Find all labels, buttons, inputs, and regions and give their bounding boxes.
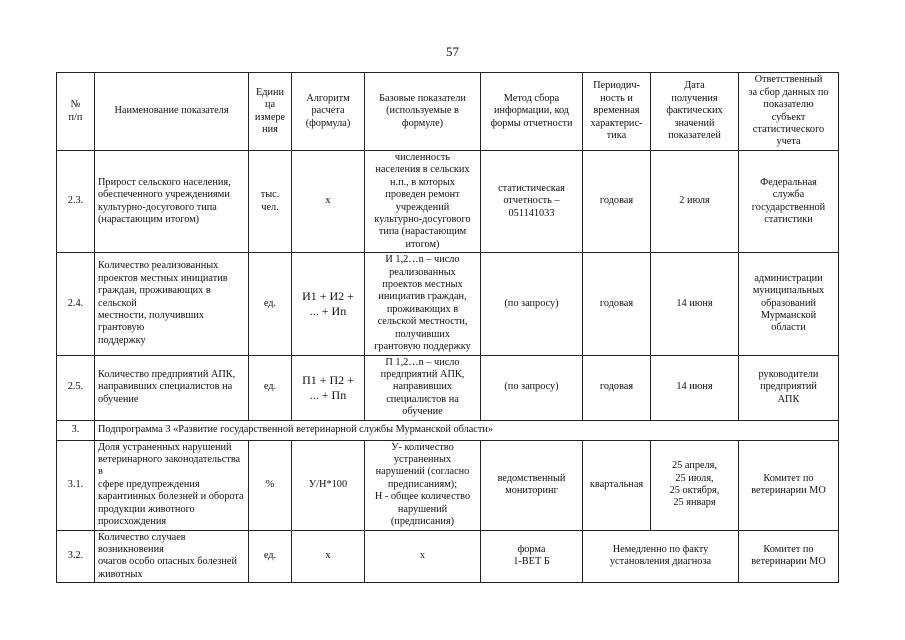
row-period: годовая [583, 151, 651, 253]
header-unit: Едини ца измере ния [249, 73, 292, 151]
row-unit: % [249, 440, 292, 530]
header-base: Базовые показатели (используемые в формуле) [365, 73, 481, 151]
row-unit: тыс. чел. [249, 151, 292, 253]
row-responsible: администрации муниципальных образований Мурманской области [739, 253, 839, 355]
page-number: 57 [446, 44, 459, 59]
row-formula: У/Н*100 [292, 440, 365, 530]
header-num: № п/п [57, 73, 95, 151]
table-row [57, 253, 839, 355]
table-row [57, 151, 839, 253]
row-responsible: Комитет по ветеринарии МО [739, 440, 839, 530]
header-method: Метод сбора информации, код формы отчетности [481, 73, 583, 151]
row-date: 14 июня [651, 355, 739, 420]
row-date: 25 апреля, 25 июля, 25 октября, 25 января [651, 440, 739, 530]
row-name: Доля устраненных нарушений ветеринарного законодательства в сфере предупреждения карантинных болезней и оборота продукции животного происхождения [95, 440, 249, 530]
header-period: Периодич- ность и временная характерис- тика [583, 73, 651, 151]
row-base: х [365, 530, 481, 583]
row-formula: х [292, 530, 365, 583]
table-row [57, 440, 839, 530]
row-period: годовая [583, 355, 651, 420]
header-row [57, 73, 839, 151]
row-num: 2.3. [57, 151, 95, 253]
row-name: Количество предприятий АПК, направивших специалистов на обучение [95, 355, 249, 420]
row-method: (по запросу) [481, 355, 583, 420]
subprogram-title: Подпрограмма 3 «Развитие государственной ветеринарной службы Мурманской области» [95, 420, 839, 440]
header-formula: Алгоритм расчета (формула) [292, 73, 365, 151]
header-name: Наименование показателя [95, 73, 249, 151]
table-row [57, 530, 839, 583]
row-date: 2 июля [651, 151, 739, 253]
row-method: (по запросу) [481, 253, 583, 355]
row-period-date: Немедленно по факту установления диагноза [583, 530, 739, 583]
row-method: форма 1-ВЕТ Б [481, 530, 583, 583]
row-base: И 1,2…n – число реализованных проектов местных инициатив граждан, проживающих в сельской местности, получивших грантовую поддержку [365, 253, 481, 355]
row-formula: х [292, 151, 365, 253]
subprogram-num: 3. [57, 420, 95, 440]
row-unit: ед. [249, 253, 292, 355]
header-responsible: Ответственный за сбор данных по показателю субъект статистического учета [739, 73, 839, 151]
row-name: Прирост сельского населения, обеспеченного учреждениями культурно-досугового типа (нарастающим итогом) [95, 151, 249, 253]
row-method: статистическая отчетность – 051141033 [481, 151, 583, 253]
row-base: У- количество устраненных нарушений (согласно предписаниям); Н - общее количество нарушений (предписания) [365, 440, 481, 530]
table-row [57, 355, 839, 420]
subprogram-row [57, 420, 839, 440]
row-responsible: Комитет по ветеринарии МО [739, 530, 839, 583]
row-formula: И1 + И2 + ... + Иn [292, 253, 365, 355]
row-name: Количество реализованных проектов местных инициатив граждан, проживающих в сельской местности, получивших грантовую поддержку [95, 253, 249, 355]
row-unit: ед. [249, 530, 292, 583]
row-num: 2.5. [57, 355, 95, 420]
row-base: численность населения в сельских н.п., в которых проведен ремонт учреждений культурно-досугового типа (нарастающим итогом) [365, 151, 481, 253]
header-date: Дата получения фактических значений показателей [651, 73, 739, 151]
row-base: П 1,2…n – число предприятий АПК, направивших специалистов на обучение [365, 355, 481, 420]
row-unit: ед. [249, 355, 292, 420]
row-formula: П1 + П2 + ... + Пn [292, 355, 365, 420]
row-responsible: руководители предприятий АПК [739, 355, 839, 420]
row-method: ведомственный мониторинг [481, 440, 583, 530]
row-period: квартальная [583, 440, 651, 530]
row-responsible: Федеральная служба государственной статистики [739, 151, 839, 253]
indicators-table [56, 72, 839, 583]
row-num: 3.2. [57, 530, 95, 583]
row-num: 2.4. [57, 253, 95, 355]
row-date: 14 июня [651, 253, 739, 355]
row-name: Количество случаев возникновения очагов особо опасных болезней животных [95, 530, 249, 583]
row-num: 3.1. [57, 440, 95, 530]
row-period: годовая [583, 253, 651, 355]
